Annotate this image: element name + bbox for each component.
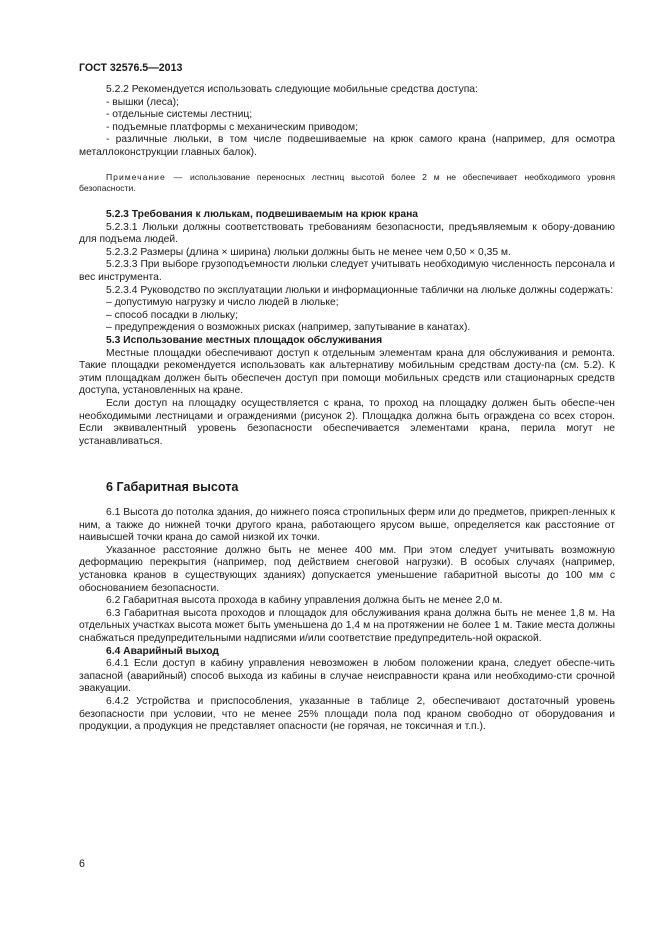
list-item: - вышки (леса); (106, 96, 179, 108)
heading-5-3: 5.3 Использование местных площадок обслуживания (106, 334, 383, 346)
list-item: - подъемные платформы с механическим приводом; (106, 121, 358, 133)
list-item: – способ посадки в люльку; (106, 309, 238, 321)
paragraph-distance: Указанное расстояние должно быть не менее 400 мм. При этом следует учитывать возможную деформацию перекрытия (например, под действием снеговой нагрузки). В особых случаях (например, установка кранов в существующих зданиях) допускается уменьшение габаритной высоты до 100 мм с обоснованием безопасности. (79, 544, 615, 594)
list-item: - различные люльки, в том числе подвешиваемые на крюк самого крана (например, для осмотра металлоконструкции главных балок). (79, 134, 615, 158)
list-item: – допустимую нагрузку и число людей в люльке; (106, 297, 339, 309)
heading-6-4: 6.4 Аварийный выход (106, 645, 219, 657)
note-label: Примечание — (106, 172, 184, 182)
list-item: – предупреждения о возможных рисках (например, запутывание в канатах). (106, 322, 471, 334)
document-id: ГОСТ 32576.5—2013 (79, 62, 183, 74)
list-item: - отдельные системы лестниц; (106, 109, 253, 121)
paragraph-6-4-2: 6.4.2 Устройства и приспособления, указанные в таблице 2, обеспечивают достаточный уровень безопасности при условии, что не менее 25% площади пола под краном свободно от оборудования и продукции, а продукция не представляет опасности (не горячая, не токсичная и т.п.). (79, 695, 615, 733)
paragraph-5-2-2: 5.2.2 Рекомендуется использовать следующие мобильные средства доступа: (106, 84, 478, 95)
note-text: использование переносных лестниц высотой более 2 м не обеспечивает необходимого уровня безопасности. (79, 172, 615, 193)
paragraph-5-2-3-4: 5.2.3.4 Руководство по эксплуатации люльки и информационные таблички на люльке должны содержать: (106, 284, 614, 296)
paragraph-5-2-3-3: 5.2.3.3 При выборе грузоподъемности люльки следует учитывать необходимую численность персонала и вес инструмента. (79, 259, 615, 283)
paragraph-6-4-1: 6.4.1 Если доступ в кабину управления невозможен в любом положении крана, следует обеспе-чить запасной (аварийный) способ выхода из кабины в случае неисправности крана или необходимо-сти срочной эвакуации. (79, 658, 615, 695)
block-clearance-height (79, 507, 615, 734)
paragraph-5-2-3-2: 5.2.3.2 Размеры (длина × ширина) люльки должны быть не менее чем 0,50 × 0,35 м. (106, 246, 511, 258)
block-mobile-access (79, 84, 615, 160)
paragraph-6-1: 6.1 Высота до потолка здания, до нижнего пояса стропильных ферм или до предметов, прикреп-ленных к ним, а также до нижней точки другого крана, работающего ярусом выше, определяется как расстояние от наивысшей точки крана до самой низкой их точки. (79, 507, 615, 544)
block-cradle-requirements (79, 209, 615, 448)
note (79, 172, 615, 194)
paragraph-6-2: 6.2 Габаритная высота прохода в кабину управления должна быть не менее 2,0 м. (106, 595, 503, 607)
section-title-6: 6 Габаритная высота (106, 480, 239, 494)
heading-5-2-3: 5.2.3 Требования к люлькам, подвешиваемым на крюк крана (106, 209, 419, 220)
paragraph-5-2-3-1: 5.2.3.1 Люльки должны соответствовать требованиям безопасности, предъявляемым к обору-дованию для подъема людей. (79, 221, 615, 246)
paragraph-6-3: 6.3 Габаритная высота проходов и площадок для обслуживания крана должна быть не менее 1,8 м. На отдельных участках высота может быть уменьшена до 1,4 м на протяжении не более 1 м. Такие места должны снабжаться предупредительными надписями и/или соответствие предупредитель-ной окраской. (79, 607, 615, 644)
paragraph-platforms: Местные площадки обеспечивают доступ к отдельным элементам крана для обслуживания и ремонта. Такие площадки рекомендуется использовать как альтернативу мобильным средствам досту-па (см. 5.2). К этим площадкам должен быть обеспечен доступ при помощи мобильных средств или стационарных средств доступа, установленных на кране. (79, 347, 615, 397)
paragraph-platform-access: Если доступ на площадку осуществляется с крана, то проход на площадку должен быть обеспе-чен необходимыми лестницами и ограждениями (рисунок 2). Площадка должна быть ограждена со всех сторон. Если эквивалентный уровень безопасности обеспечивается элементами крана, перила могут не устанавливаться. (79, 397, 615, 447)
page-number: 6 (79, 858, 85, 870)
